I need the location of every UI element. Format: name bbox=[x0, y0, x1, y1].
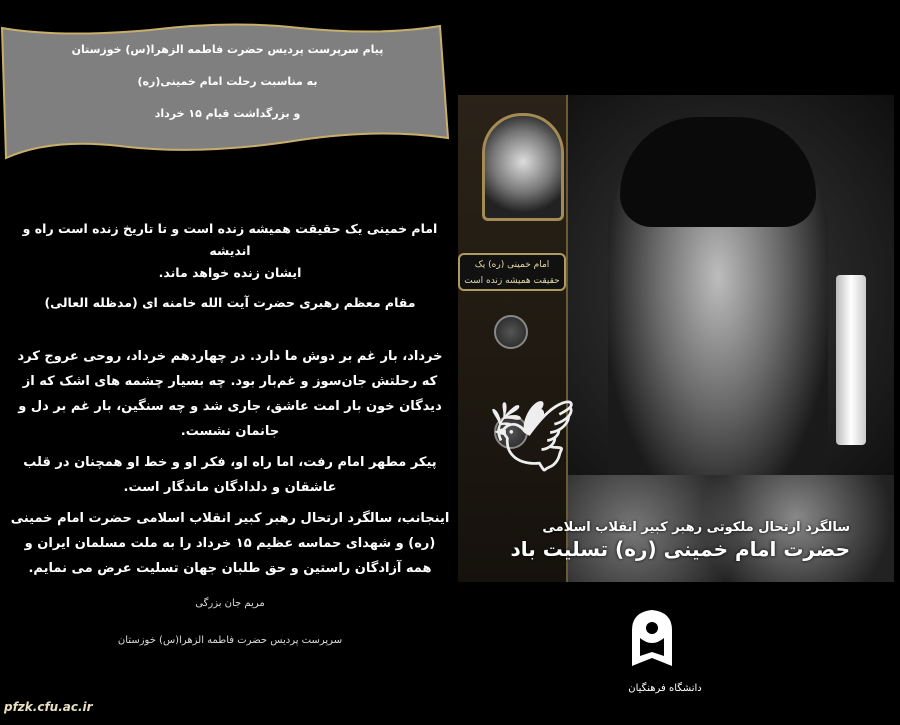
banner-line-3: و بزرگداشت قیام ۱۵ خرداد bbox=[154, 107, 301, 120]
khamenei-portrait bbox=[482, 113, 564, 221]
banner-line-1: پیام سرپرست پردیس حضرت فاطمه الزهرا(س) خوزستان bbox=[71, 43, 384, 56]
strip-label-line-1: امام خمینی (ره) یک bbox=[474, 260, 550, 270]
poster-caption-1: سالگرد ارتحال ملکوتی رهبر کبیر انقلاب اسلامی bbox=[542, 520, 850, 535]
candle-flame-icon bbox=[843, 245, 857, 275]
logo-text: دانشگاه فرهنگیان bbox=[628, 683, 702, 694]
poster-caption-2: حضرت امام خمینی (ره) تسلیت باد bbox=[510, 537, 850, 561]
candle-icon bbox=[836, 275, 866, 445]
strip-label-line-2: حقیقت همیشه زنده است bbox=[464, 276, 560, 286]
portrait-turban bbox=[620, 117, 816, 227]
signature-title: سرپرست پردیس حضرت فاطمه الزهرا(س) خوزستان bbox=[117, 635, 343, 646]
paragraph-2: پیکر مطهر امام رفت، اما راه او، فکر او و خط او همچنان در قلب عاشقان و دلدادگان ماندگار است. bbox=[23, 455, 437, 495]
dove-icon: 🕊 bbox=[488, 395, 577, 477]
paragraph-1: خرداد، بار غم بر دوش ما دارد. در چهاردهم خرداد، روحی عروج کرد که رحلتش جان‌سوز و غم‌بار بود. چه بسیار چشمه های اشک که از دیدگان خون بار امت عاشق، جاری شد و چه سنگین، بار غم بر دل و جانمان نشست. bbox=[17, 349, 443, 439]
message-body bbox=[10, 344, 450, 659]
memorial-poster bbox=[458, 95, 894, 582]
strip-label bbox=[458, 253, 566, 291]
quote-line-2: ایشان زنده خواهد ماند. bbox=[158, 265, 302, 280]
university-logo-icon bbox=[622, 608, 682, 668]
paragraph-3: اینجانب، سالگرد ارتحال رهبر کبیر انقلاب اسلامی حضرت امام خمینی (ره) و شهدای حماسه عظیم ۱۵ خرداد را به ملت مسلمان ایران و همه آزادگان راستین و حق طلبان جهان تسلیت عرض می نمایم. bbox=[10, 511, 450, 576]
signature-name: مریم جان بزرگی bbox=[195, 598, 265, 609]
quote-source: مقام معظم رهبری حضرت آیت الله خامنه ای (مدظله العالی) bbox=[44, 295, 416, 310]
quote-line-1: امام خمینی یک حقیقت همیشه زنده است و تا تاریخ زنده است راه و اندیشه bbox=[22, 221, 438, 258]
ornament-strip bbox=[458, 95, 568, 582]
banner-text bbox=[0, 18, 455, 130]
site-watermark: pfzk.cfu.ac.ir bbox=[4, 700, 93, 714]
banner-line-2: به مناسبت رحلت امام خمینی(ره) bbox=[137, 75, 318, 88]
leader-quote bbox=[10, 218, 450, 314]
ornament-icon bbox=[494, 315, 528, 349]
